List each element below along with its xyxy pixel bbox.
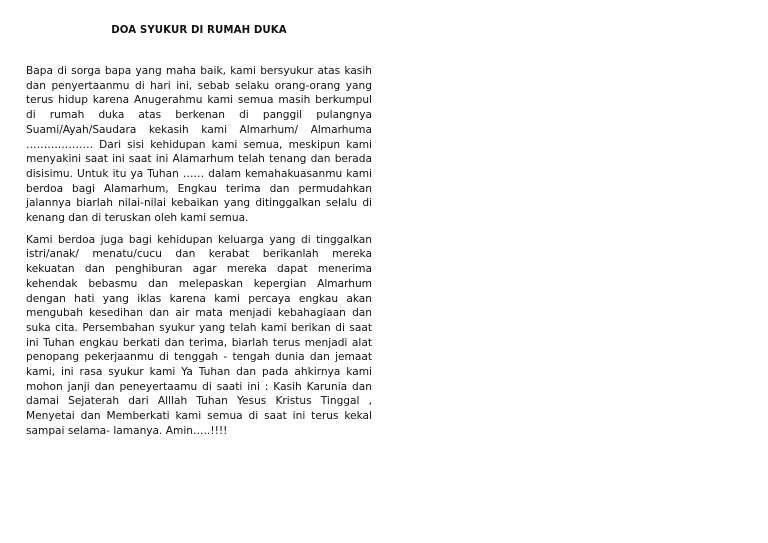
document-body bbox=[26, 64, 372, 446]
paragraph-2: Kami berdoa juga bagi kehidupan keluarga yang di tinggalkan istri/anak/ menatu/cucu dan kerabat berikanlah mereka kekuatan dan penghiburan agar mereka dapat menerima kehendak bebasmu dan melepaskan kepergian Almarhum dengan hati yang iklas karena kami percaya engkau akan mengubah kesedihan dan air mata menjadi kebahagiaan dan suka cita. Persembahan syukur yang telah kami berikan di saat ini Tuhan engkau berkati dan terima, biarlah terus menjadi alat penopang pekerjaanmu di tenggah - tengah dunia dan jemaat kami, ini rasa syukur kami Ya Tuhan dan pada ahkirnya kami mohon janji dan peneyertaamu di saati ini : Kasih Karunia dan damai Sejaterah dari Alllah Tuhan Yesus Kristus Tinggal , Menyetai dan Memberkati kami semua di saat ini terus kekal sampai selama- lamanya. Amin…..!!!! bbox=[26, 233, 372, 437]
document-title: DOA SYUKUR DI RUMAH DUKA bbox=[111, 25, 287, 36]
paragraph-1: Bapa di sorga bapa yang maha baik, kami bersyukur atas kasih dan penyertaanmu di hari ini, sebab selaku orang-orang yang terus hidup karena Anugerahmu kami semua masih berkumpul di rumah duka atas berkenan di panggil pulangnya Suami/Ayah/Saudara kekasih kami Almarhum/ Almarhuma ………………. Dari sisi kehidupan kami semua, meskipun kami menyakini saat ini saat ini Alamarhum telah tenang dan berada disisimu. Untuk itu ya Tuhan …… dalam kemahakuasanmu kami berdoa bagi Alamarhum, Engkau terima dan permudahkan jalannya biarlah nilai-nilai kebaikan yang ditinggalkan selalu di kenang dan di teruskan oleh kami semua. bbox=[26, 65, 372, 225]
